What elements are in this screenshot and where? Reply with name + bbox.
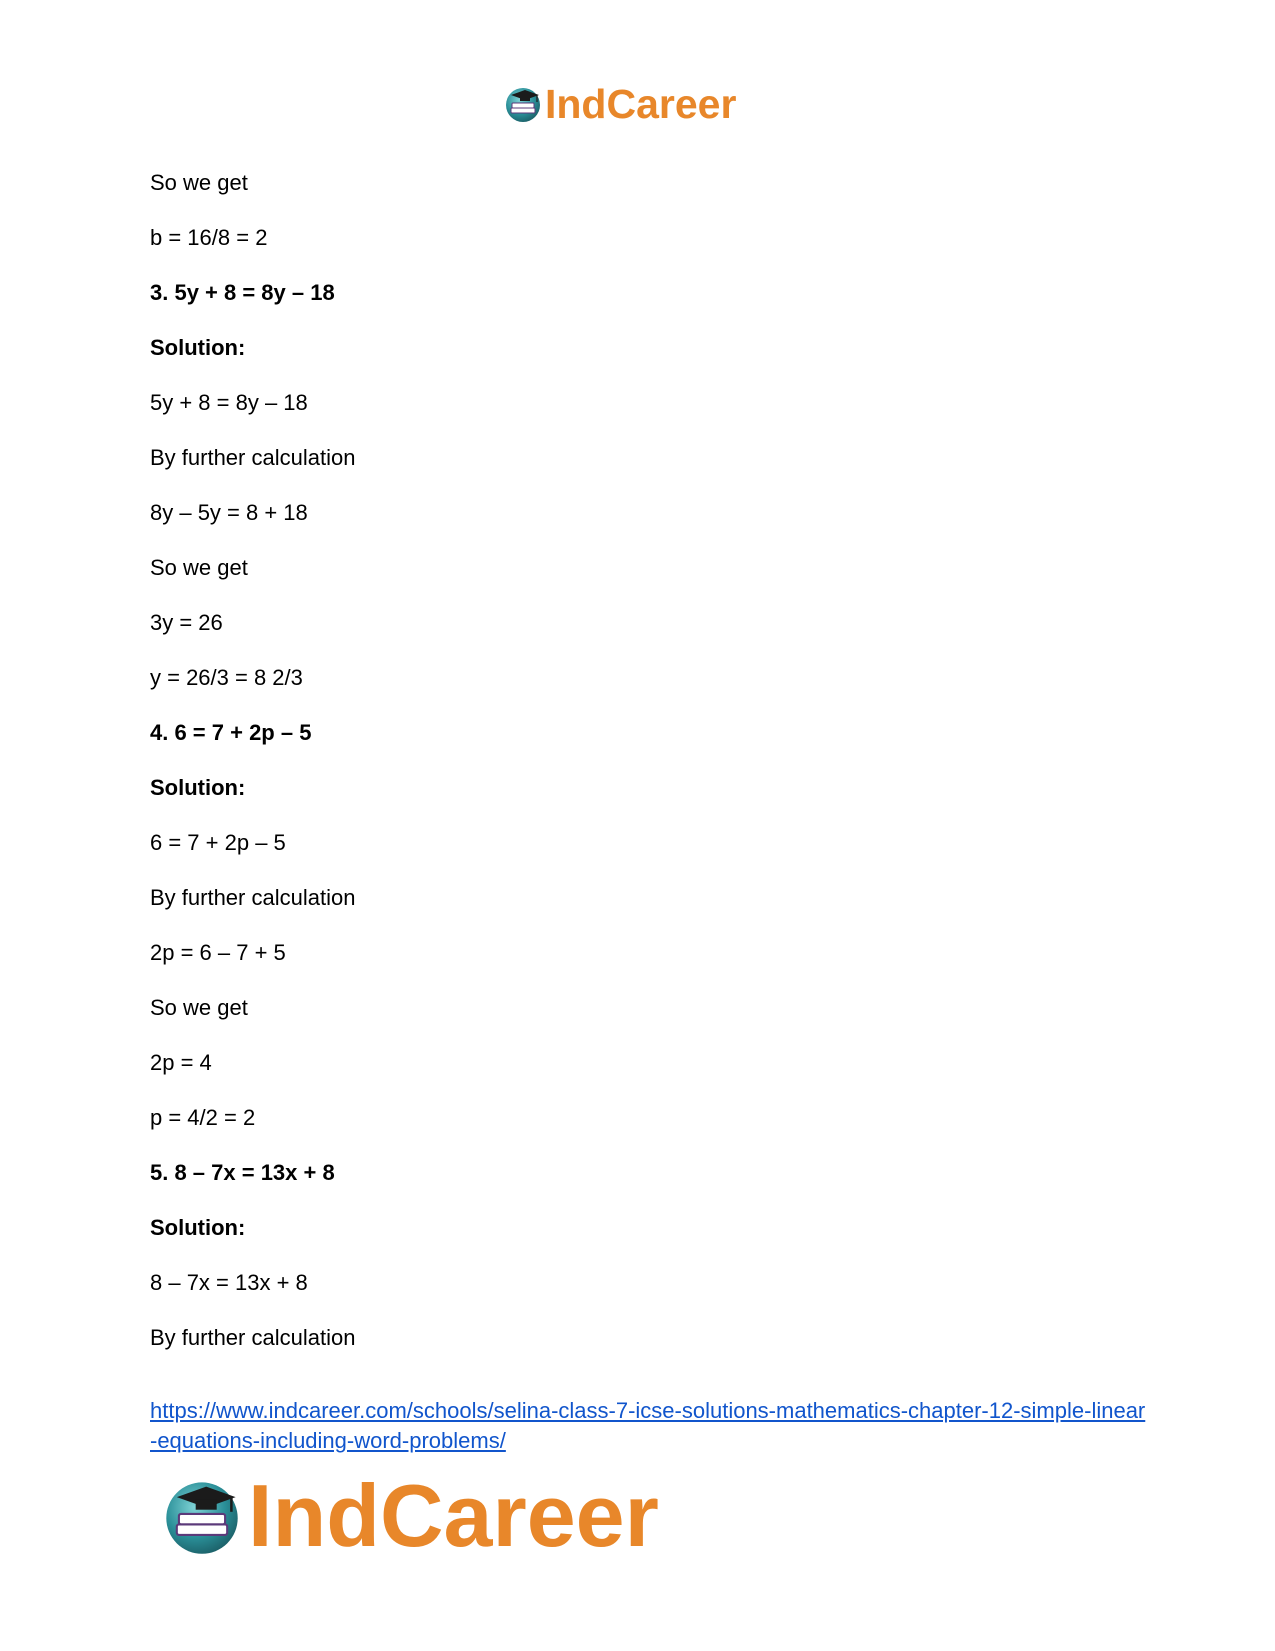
source-link[interactable]: https://www.indcareer.com/schools/selina-class-7-icse-solutions-mathematics-chapter-12-simple-linear-equations-including-word-problems/ (150, 1398, 1146, 1453)
body-line: y = 26/3 = 8 2/3 (150, 665, 303, 690)
body-line: 8y – 5y = 8 + 18 (150, 500, 308, 525)
body-line: 2p = 6 – 7 + 5 (150, 940, 286, 965)
body-line: 2p = 4 (150, 1050, 212, 1075)
body-line: 6 = 7 + 2p – 5 (150, 830, 286, 855)
body-line: So we get (150, 555, 248, 580)
body-line: By further calculation (150, 445, 356, 470)
body-line: By further calculation (150, 885, 356, 910)
body-line: 5y + 8 = 8y – 18 (150, 390, 308, 415)
body-line: So we get (150, 995, 248, 1020)
solution-label: Solution: (150, 335, 246, 360)
body-line: 8 – 7x = 13x + 8 (150, 1270, 308, 1295)
body-line: So we get (150, 170, 248, 195)
question-heading: 4. 6 = 7 + 2p – 5 (150, 720, 312, 745)
footer-logo (160, 1466, 659, 1566)
body-line: By further calculation (150, 1325, 356, 1350)
body-line: p = 4/2 = 2 (150, 1105, 256, 1130)
header-logo-text: IndCareer (545, 81, 737, 127)
graduation-globe-icon (160, 1474, 244, 1558)
body-line: b = 16/8 = 2 (150, 225, 268, 250)
header-logo (503, 80, 736, 128)
question-heading: 3. 5y + 8 = 8y – 18 (150, 280, 335, 305)
question-heading: 5. 8 – 7x = 13x + 8 (150, 1160, 335, 1185)
body-line: 3y = 26 (150, 610, 223, 635)
footer-logo-text: IndCareer (248, 1466, 659, 1565)
solution-label: Solution: (150, 1215, 246, 1240)
graduation-globe-icon (503, 84, 543, 124)
solution-label: Solution: (150, 775, 246, 800)
